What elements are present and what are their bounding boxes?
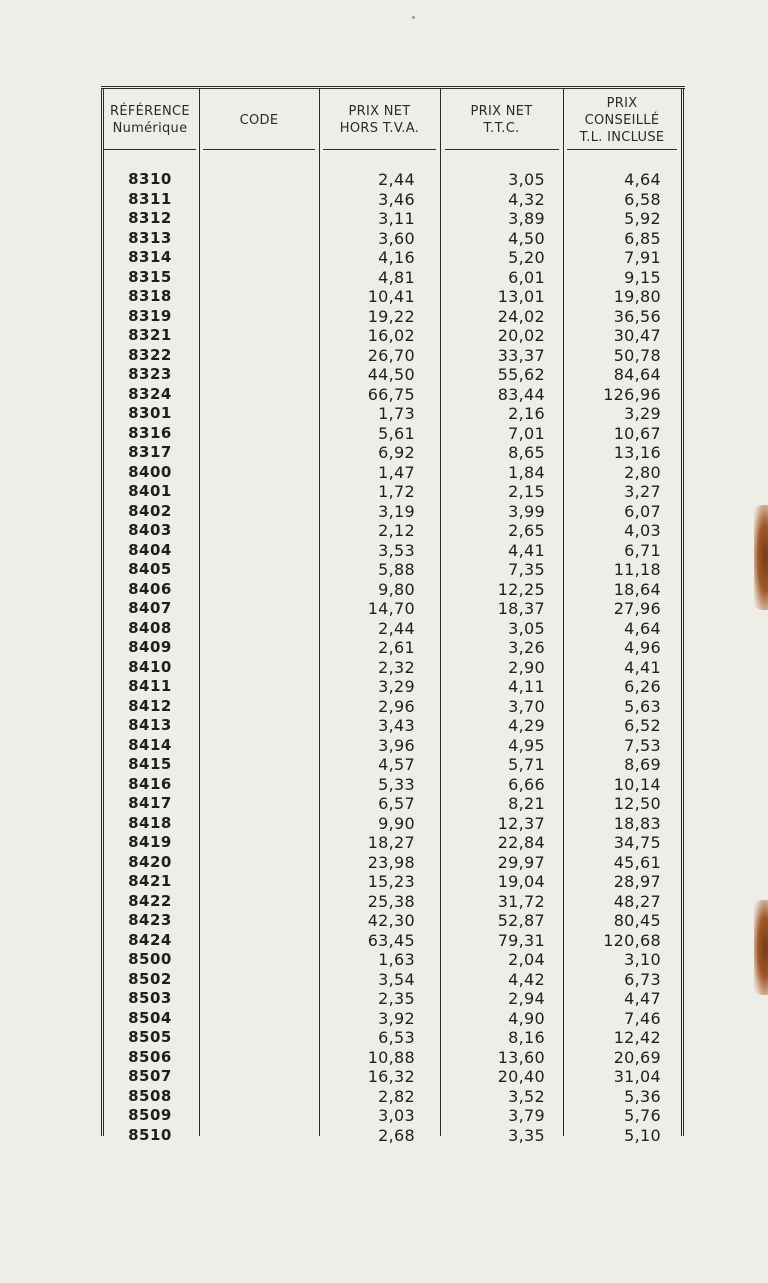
prix-net-ht-cell: 6,92 (378, 443, 415, 462)
header-reference-line2: Numérique (112, 121, 188, 136)
reference-cell: 8407 (128, 599, 172, 617)
prix-net-ht-cell: 1,72 (378, 482, 415, 501)
reference-cell: 8312 (128, 209, 172, 227)
table-row (101, 892, 685, 912)
prix-net-ttc-cell: 3,99 (508, 501, 545, 521)
table-row (101, 736, 685, 756)
table-row (101, 833, 685, 853)
prix-net-ttc-cell: 2,94 (508, 989, 545, 1008)
reference-cell: 8420 (128, 852, 172, 871)
prix-net-ttc-cell: 2,90 (508, 657, 545, 677)
table-row (101, 872, 685, 892)
prix-conseille-cell: 120,68 (603, 930, 661, 950)
prix-net-ht-cell: 2,68 (378, 1125, 415, 1145)
table-row (101, 658, 685, 678)
table-row (101, 385, 685, 405)
prix-net-ht-cell: 2,32 (378, 657, 415, 677)
table-row (101, 1067, 685, 1087)
prix-net-ttc-cell: 2,04 (508, 950, 545, 969)
prix-conseille-cell: 3,29 (624, 404, 661, 423)
table-row (101, 229, 685, 249)
table-row (101, 716, 685, 736)
reference-cell: 8416 (128, 774, 172, 793)
table-row (101, 443, 685, 463)
prix-net-ht-cell: 2,44 (378, 618, 415, 638)
prix-net-ht-cell: 3,92 (378, 1008, 415, 1028)
prix-net-ht-cell: 4,57 (378, 755, 415, 774)
table-row (101, 404, 685, 424)
prix-net-ttc-cell: 55,62 (497, 365, 545, 384)
reference-cell: 8506 (128, 1047, 172, 1066)
prix-net-ht-cell: 2,61 (378, 638, 415, 657)
prix-net-ht-cell: 63,45 (367, 930, 415, 950)
prix-net-ht-cell: 2,44 (378, 170, 415, 189)
reference-cell: 8419 (128, 833, 172, 851)
rust-stain (754, 900, 768, 995)
prix-conseille-cell: 9,15 (624, 267, 661, 287)
table-row (101, 170, 685, 190)
prix-net-ttc-cell: 12,37 (497, 813, 545, 833)
table-row (101, 599, 685, 619)
prix-net-ttc-cell: 3,35 (508, 1125, 545, 1145)
prix-conseille-cell: 19,80 (613, 287, 661, 306)
table-row (101, 638, 685, 658)
prix-net-ht-cell: 3,43 (378, 716, 415, 735)
prix-conseille-cell: 12,42 (613, 1028, 661, 1047)
paper-speck (412, 16, 415, 19)
table-row (101, 755, 685, 775)
header-code-label: CODE (239, 112, 279, 128)
table-row (101, 1048, 685, 1068)
table-row (101, 814, 685, 834)
prix-net-ttc-cell: 22,84 (497, 833, 545, 852)
prix-net-ttc-cell: 4,90 (508, 1008, 545, 1028)
prix-net-ttc-cell: 7,01 (508, 423, 545, 443)
table-row (101, 853, 685, 873)
prix-conseille-cell: 30,47 (613, 326, 661, 345)
prix-net-ttc-cell: 3,26 (508, 638, 545, 657)
prix-net-ht-cell: 3,53 (378, 540, 415, 560)
prix-conseille-cell: 3,27 (624, 482, 661, 501)
prix-net-ttc-cell: 7,35 (508, 560, 545, 579)
table-row (101, 697, 685, 717)
reference-cell: 8400 (128, 462, 172, 481)
header-ht-line2: HORS T.V.A. (339, 121, 420, 136)
prix-net-ht-cell: 6,57 (378, 794, 415, 813)
prix-net-ttc-cell: 19,04 (497, 872, 545, 891)
prix-conseille-cell: 27,96 (613, 599, 661, 618)
table-row (101, 1126, 685, 1146)
prix-net-ht-cell: 3,96 (378, 735, 415, 755)
prix-conseille-cell: 6,07 (624, 501, 661, 521)
prix-net-ht-cell: 66,75 (367, 384, 415, 404)
prix-conseille-cell: 11,18 (613, 560, 661, 579)
prix-conseille-cell: 6,85 (624, 228, 661, 248)
header-underline (445, 149, 559, 150)
prix-net-ht-cell: 42,30 (367, 911, 415, 930)
prix-net-ttc-cell: 52,87 (497, 911, 545, 930)
header-pc-line3: T.L. INCLUSE (579, 129, 665, 145)
prix-net-ttc-cell: 4,11 (508, 677, 545, 696)
header-underline (203, 149, 315, 150)
table-row (101, 463, 685, 483)
prix-conseille-cell: 13,16 (613, 443, 661, 462)
table-row (101, 1106, 685, 1126)
table-row (101, 677, 685, 697)
prix-net-ht-cell: 3,19 (378, 501, 415, 521)
prix-conseille-cell: 4,03 (624, 521, 661, 540)
prix-net-ttc-cell: 6,66 (508, 774, 545, 794)
reference-cell: 8509 (128, 1106, 172, 1124)
prix-net-ttc-cell: 6,01 (508, 267, 545, 287)
prix-net-ht-cell: 9,90 (378, 813, 415, 833)
prix-net-ht-cell: 4,81 (378, 267, 415, 287)
reference-cell: 8408 (128, 618, 172, 637)
prix-net-ht-cell: 3,54 (378, 969, 415, 989)
reference-cell: 8421 (128, 872, 172, 890)
prix-net-ttc-cell: 29,97 (497, 852, 545, 872)
header-reference (101, 91, 199, 149)
prix-conseille-cell: 12,50 (613, 794, 661, 813)
table-row (101, 248, 685, 268)
prix-net-ttc-cell: 2,16 (508, 404, 545, 423)
table-row (101, 365, 685, 385)
header-prix-net-ttc (440, 91, 563, 149)
prix-net-ht-cell: 15,23 (367, 872, 415, 891)
table-row (101, 346, 685, 366)
reference-cell: 8319 (128, 306, 172, 325)
prix-conseille-cell: 5,63 (624, 696, 661, 716)
prix-conseille-cell: 34,75 (613, 833, 661, 852)
prix-conseille-cell: 4,96 (624, 638, 661, 657)
prix-net-ht-cell: 1,47 (378, 462, 415, 482)
prix-net-ttc-cell: 3,52 (508, 1086, 545, 1106)
table-row (101, 950, 685, 970)
reference-cell: 8415 (128, 755, 172, 773)
price-table (101, 86, 685, 1145)
prix-net-ht-cell: 16,02 (367, 326, 415, 345)
prix-net-ht-cell: 5,88 (378, 560, 415, 579)
prix-net-ht-cell: 9,80 (378, 579, 415, 599)
prix-net-ttc-cell: 5,71 (508, 755, 545, 774)
prix-conseille-cell: 126,96 (603, 384, 661, 404)
table-row (101, 989, 685, 1009)
table-row (101, 1087, 685, 1107)
prix-conseille-cell: 31,04 (613, 1067, 661, 1086)
prix-net-ttc-cell: 3,79 (508, 1106, 545, 1125)
reference-cell: 8301 (128, 404, 172, 422)
table-row (101, 502, 685, 522)
prix-net-ht-cell: 5,61 (378, 423, 415, 443)
header-code (199, 91, 319, 149)
prix-conseille-cell: 7,46 (624, 1008, 661, 1028)
reference-cell: 8404 (128, 540, 172, 559)
prix-net-ttc-cell: 4,50 (508, 228, 545, 248)
prix-net-ht-cell: 23,98 (367, 852, 415, 872)
prix-conseille-cell: 6,71 (624, 540, 661, 560)
prix-net-ht-cell: 6,53 (378, 1028, 415, 1047)
prix-net-ttc-cell: 4,29 (508, 716, 545, 735)
table-row (101, 307, 685, 327)
prix-conseille-cell: 7,91 (624, 248, 661, 267)
table-row (101, 970, 685, 990)
prix-net-ttc-cell: 20,02 (497, 326, 545, 345)
prix-conseille-cell: 6,26 (624, 677, 661, 696)
reference-cell: 8311 (128, 189, 172, 208)
table-row (101, 794, 685, 814)
prix-conseille-cell: 8,69 (624, 755, 661, 774)
prix-conseille-cell: 5,10 (624, 1125, 661, 1145)
prix-net-ht-cell: 2,35 (378, 989, 415, 1008)
reference-cell: 8422 (128, 891, 172, 910)
reference-cell: 8413 (128, 716, 172, 734)
reference-cell: 8317 (128, 443, 172, 461)
prix-net-ttc-cell: 20,40 (497, 1067, 545, 1086)
reference-cell: 8314 (128, 248, 172, 266)
prix-conseille-cell: 28,97 (613, 872, 661, 891)
header-underline (323, 149, 436, 150)
reference-cell: 8412 (128, 696, 172, 715)
prix-net-ttc-cell: 3,89 (508, 209, 545, 228)
reference-cell: 8313 (128, 228, 172, 247)
prix-net-ttc-cell: 8,16 (508, 1028, 545, 1047)
reference-cell: 8409 (128, 638, 172, 656)
prix-net-ht-cell: 1,63 (378, 950, 415, 969)
reference-cell: 8504 (128, 1008, 172, 1027)
reference-cell: 8310 (128, 170, 172, 188)
reference-cell: 8424 (128, 930, 172, 949)
table-row (101, 326, 685, 346)
prix-net-ttc-cell: 8,65 (508, 443, 545, 462)
reference-cell: 8316 (128, 423, 172, 442)
header-ttc-line2: T.T.C. (483, 121, 520, 136)
reference-cell: 8322 (128, 345, 172, 364)
table-row (101, 541, 685, 561)
prix-conseille-cell: 7,53 (624, 735, 661, 755)
prix-conseille-cell: 6,73 (624, 969, 661, 989)
prix-conseille-cell: 6,52 (624, 716, 661, 735)
table-body (101, 170, 685, 1145)
prix-conseille-cell: 3,10 (624, 950, 661, 969)
table-row (101, 482, 685, 502)
table-row (101, 931, 685, 951)
reference-cell: 8323 (128, 365, 172, 383)
table-row (101, 1009, 685, 1029)
header-reference-line1: RÉFÉRENCE (110, 104, 190, 119)
prix-net-ht-cell: 18,27 (367, 833, 415, 852)
prix-net-ht-cell: 26,70 (367, 345, 415, 365)
table-row (101, 560, 685, 580)
prix-net-ttc-cell: 2,65 (508, 521, 545, 540)
prix-conseille-cell: 84,64 (613, 365, 661, 384)
reference-cell: 8503 (128, 989, 172, 1007)
prix-net-ht-cell: 14,70 (367, 599, 415, 618)
prix-net-ttc-cell: 12,25 (497, 579, 545, 599)
header-ht-line1: PRIX NET (348, 104, 411, 119)
header-pc-line1: PRIX (606, 95, 638, 111)
table-row (101, 209, 685, 229)
header-underline (567, 149, 677, 150)
reference-cell: 8508 (128, 1086, 172, 1105)
prix-conseille-cell: 10,67 (613, 423, 661, 443)
header-prix-conseille (563, 91, 681, 149)
table-row (101, 775, 685, 795)
prix-conseille-cell: 2,80 (624, 462, 661, 482)
prix-net-ttc-cell: 4,32 (508, 189, 545, 209)
prix-net-ttc-cell: 4,95 (508, 735, 545, 755)
prix-conseille-cell: 5,92 (624, 209, 661, 228)
prix-net-ttc-cell: 18,37 (497, 599, 545, 618)
table-top-rule (101, 86, 685, 89)
header-ttc-line1: PRIX NET (470, 104, 533, 119)
prix-conseille-cell: 48,27 (613, 891, 661, 911)
prix-conseille-cell: 50,78 (613, 345, 661, 365)
prix-conseille-cell: 20,69 (613, 1047, 661, 1067)
header-pc-line2: CONSEILLÉ (584, 112, 660, 128)
prix-net-ttc-cell: 4,42 (508, 969, 545, 989)
prix-net-ht-cell: 2,96 (378, 696, 415, 716)
reference-cell: 8500 (128, 950, 172, 968)
prix-conseille-cell: 10,14 (613, 774, 661, 794)
prix-net-ht-cell: 3,60 (378, 228, 415, 248)
prix-net-ht-cell: 4,16 (378, 248, 415, 267)
header-prix-net-ht (319, 91, 440, 149)
reference-cell: 8507 (128, 1067, 172, 1085)
prix-net-ht-cell: 3,11 (378, 209, 415, 228)
prix-net-ttc-cell: 83,44 (497, 384, 545, 404)
table-row (101, 424, 685, 444)
prix-conseille-cell: 18,83 (613, 813, 661, 833)
prix-net-ht-cell: 10,41 (367, 287, 415, 306)
reference-cell: 8318 (128, 287, 172, 305)
reference-cell: 8403 (128, 521, 172, 539)
reference-cell: 8418 (128, 813, 172, 832)
prix-conseille-cell: 4,64 (624, 170, 661, 189)
prix-net-ttc-cell: 3,05 (508, 618, 545, 638)
prix-net-ht-cell: 2,12 (378, 521, 415, 540)
table-row (101, 521, 685, 541)
prix-conseille-cell: 4,41 (624, 657, 661, 677)
prix-net-ht-cell: 10,88 (367, 1047, 415, 1067)
reference-cell: 8405 (128, 560, 172, 578)
prix-net-ttc-cell: 33,37 (497, 345, 545, 365)
reference-cell: 8505 (128, 1028, 172, 1046)
reference-cell: 8510 (128, 1125, 172, 1144)
prix-net-ht-cell: 44,50 (367, 365, 415, 384)
prix-net-ttc-cell: 24,02 (497, 306, 545, 326)
prix-net-ttc-cell: 5,20 (508, 248, 545, 267)
prix-net-ttc-cell: 13,01 (497, 287, 545, 306)
prix-conseille-cell: 6,58 (624, 189, 661, 209)
prix-net-ttc-cell: 2,15 (508, 482, 545, 501)
reference-cell: 8401 (128, 482, 172, 500)
prix-net-ht-cell: 2,82 (378, 1086, 415, 1106)
prix-net-ttc-cell: 3,70 (508, 696, 545, 716)
prix-conseille-cell: 4,47 (624, 989, 661, 1008)
prix-net-ht-cell: 3,03 (378, 1106, 415, 1125)
table-row (101, 268, 685, 288)
prix-net-ht-cell: 3,29 (378, 677, 415, 696)
prix-net-ttc-cell: 1,84 (508, 462, 545, 482)
prix-net-ttc-cell: 13,60 (497, 1047, 545, 1067)
reference-cell: 8324 (128, 384, 172, 403)
reference-cell: 8402 (128, 501, 172, 520)
rust-stain (754, 505, 768, 610)
table-row (101, 911, 685, 931)
table-row (101, 287, 685, 307)
prix-net-ht-cell: 5,33 (378, 774, 415, 794)
prix-net-ttc-cell: 31,72 (497, 891, 545, 911)
prix-conseille-cell: 36,56 (613, 306, 661, 326)
reference-cell: 8502 (128, 969, 172, 988)
prix-net-ht-cell: 3,46 (378, 189, 415, 209)
reference-cell: 8410 (128, 657, 172, 676)
reference-cell: 8315 (128, 267, 172, 286)
prix-net-ht-cell: 1,73 (378, 404, 415, 423)
reference-cell: 8411 (128, 677, 172, 695)
prix-conseille-cell: 5,36 (624, 1086, 661, 1106)
reference-cell: 8414 (128, 735, 172, 754)
prix-conseille-cell: 80,45 (613, 911, 661, 930)
reference-cell: 8417 (128, 794, 172, 812)
reference-cell: 8321 (128, 326, 172, 344)
table-row (101, 190, 685, 210)
prix-net-ttc-cell: 8,21 (508, 794, 545, 813)
table-row (101, 580, 685, 600)
prix-net-ht-cell: 16,32 (367, 1067, 415, 1086)
table-row (101, 619, 685, 639)
prix-net-ttc-cell: 79,31 (497, 930, 545, 950)
reference-cell: 8423 (128, 911, 172, 929)
prix-net-ht-cell: 19,22 (367, 306, 415, 326)
prix-conseille-cell: 5,76 (624, 1106, 661, 1125)
prix-conseille-cell: 45,61 (613, 852, 661, 872)
prix-net-ht-cell: 25,38 (367, 891, 415, 911)
prix-conseille-cell: 4,64 (624, 618, 661, 638)
prix-conseille-cell: 18,64 (613, 579, 661, 599)
table-row (101, 1028, 685, 1048)
header-underline (104, 149, 196, 150)
prix-net-ttc-cell: 3,05 (508, 170, 545, 189)
reference-cell: 8406 (128, 579, 172, 598)
prix-net-ttc-cell: 4,41 (508, 540, 545, 560)
